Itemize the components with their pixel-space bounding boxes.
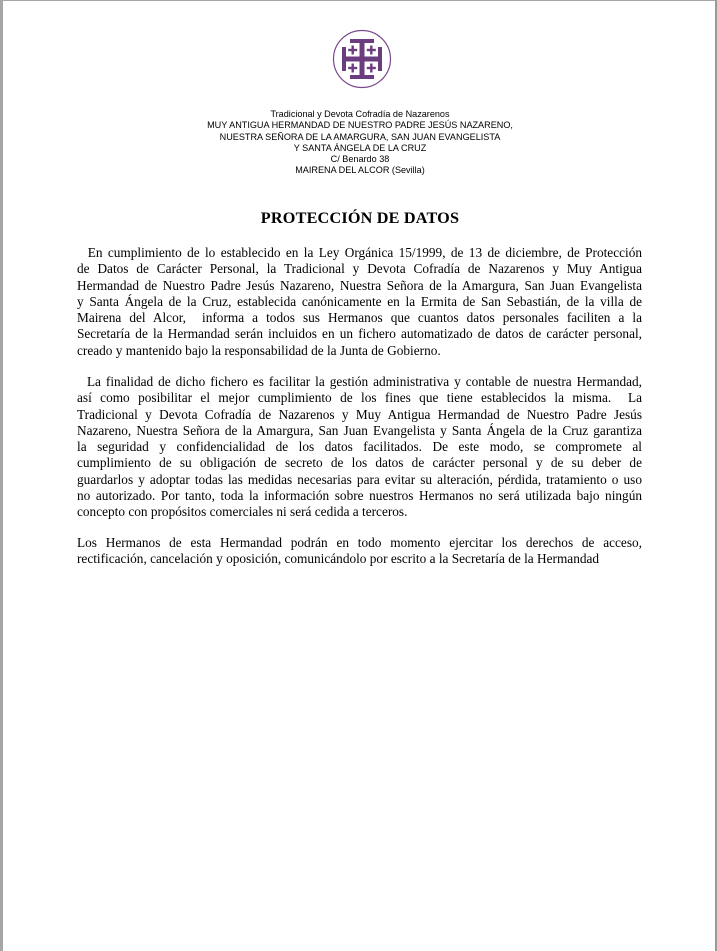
text-line: y Santa Ángela de la Cruz, establecida canónicamente en la Ermita de San Sebastián, de la villa de [77,293,642,309]
paragraph-legal-basis [77,245,642,359]
letterhead-address: C/ Benardo 38 [330,154,390,165]
text-line: así como posibilitar el mejor cumplimiento de los fines que tiene establecidos la misma. La [77,390,642,406]
text-line: La finalidad de dicho fichero es facilitar la gestión administrativa y contable de nuestra Hermandad, [77,374,642,389]
letterhead [150,109,570,177]
document-title: PROTECCIÓN DE DATOS [260,209,460,227]
text-line: concepto con propósitos comerciales ni será cedida a terceros. [77,504,408,520]
text-line: creado y mantenido bajo la responsabilidad de la Junta de Gobierno. [77,342,441,358]
text-line: En cumplimiento de lo establecido en la Ley Orgánica 15/1999, de 13 de diciembre, de Protección [77,245,642,260]
letterhead-line: MUY ANTIGUA HERMANDAD DE NUESTRO PADRE JESÚS NAZARENO, [207,120,513,131]
text-line: Tradicional y Devota Cofradía de Nazarenos y Muy Antigua Hermandad de Nuestro Padre Jesús [77,406,642,422]
page-border-top [0,0,717,1]
letterhead-city: MAIRENA DEL ALCOR (Sevilla) [295,165,425,176]
text-line: Nazareno, Nuestra Señora de la Amargura, San Juan Evangelista y Santa Ángela de la Cruz garantiza [77,422,642,438]
brotherhood-logo [332,29,392,89]
text-line: rectificación, cancelación y oposición, comunicándolo por escrito a la Secretaría de la Hermandad [77,551,600,567]
jerusalem-cross-icon [332,29,392,89]
text-line: la seguridad y confidencialidad de los datos facilitados. De este modo, se compromete al [77,439,642,455]
paragraph-purpose [77,374,642,521]
letterhead-line: Y SANTA ÁNGELA DE LA CRUZ [293,142,427,153]
paragraph-rights [77,535,642,568]
text-line: no autorizado. Por tanto, toda la información sobre nuestros Hermanos no será utilizada bajo ningún [77,488,642,504]
text-line: de Datos de Carácter Personal, la Tradicional y Devota Cofradía de Nazarenos y Muy Antigua [77,261,642,277]
text-line: Mairena del Alcor, informa a todos sus Hermanos que cuantos datos personales faciliten a la [77,310,642,326]
text-line: Los Hermanos de esta Hermandad podrán en todo momento ejercitar los derechos de acceso, [77,535,642,550]
page-border-left [0,0,3,951]
text-line: guardarlos y adoptar todas las medidas necesarias para evitar su alteración, pérdida, tratamiento o uso [77,471,642,487]
text-line: Hermandad de Nuestro Padre Jesús Nazareno, Nuestra Señora de la Amargura, San Juan Evangelista [77,277,642,293]
letterhead-line: NUESTRA SEÑORA DE LA AMARGURA, SAN JUAN EVANGELISTA [219,131,501,142]
letterhead-line: Tradicional y Devota Cofradía de Nazarenos [270,109,450,119]
text-line: Secretaría de la Hermandad serán incluidos en un fichero automatizado de datos de carácter personal, [77,326,642,342]
text-line: cumplimiento de su obligación de secreto de los datos de carácter personal y de su deber de [77,455,642,471]
